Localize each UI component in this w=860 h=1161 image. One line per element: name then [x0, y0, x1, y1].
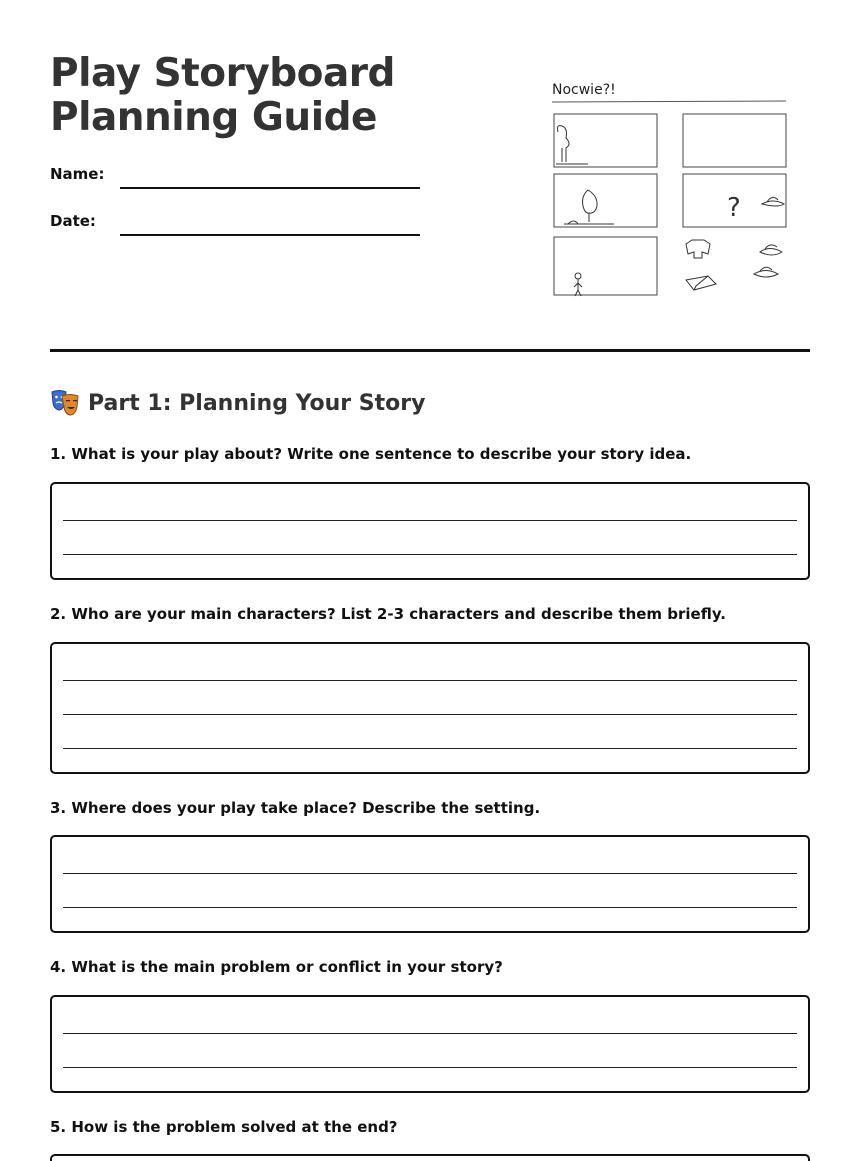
storyboard-sketch-illustration: [548, 72, 793, 302]
answer-box-5[interactable]: [50, 1154, 810, 1161]
question-4: 4. What is the main problem or conflict in your story?: [50, 958, 503, 976]
svg-text:?: ?: [727, 193, 741, 223]
question-1: 1. What is your play about? Write one sentence to describe your story idea.: [50, 445, 692, 463]
theater-masks-icon: [50, 388, 80, 418]
section-divider: [50, 349, 810, 352]
answer-line: [63, 1067, 797, 1068]
date-label: Date:: [50, 212, 96, 230]
answer-line: [63, 1033, 797, 1034]
answer-line: [63, 907, 797, 908]
sketch-panel: [554, 114, 657, 167]
sketch-panel: [683, 114, 786, 167]
answer-line: [63, 554, 797, 555]
sketch-caption: Nocwie?!: [552, 82, 616, 98]
answer-line: [63, 520, 797, 521]
date-field[interactable]: [120, 234, 420, 236]
page-title-line-1: Play Storyboard: [50, 51, 395, 96]
folded-cloth-icon: [686, 276, 716, 290]
answer-line: [63, 873, 797, 874]
page-title: [50, 52, 395, 140]
sketch-panel: [554, 237, 657, 295]
question-mark-icon: [727, 193, 741, 223]
answer-line: [63, 714, 797, 715]
sketch-rule: [552, 101, 786, 102]
answer-line: [63, 680, 797, 681]
page-title-line-2: Planning Guide: [50, 95, 377, 140]
hat-icon: [760, 245, 782, 255]
answer-box-1[interactable]: [50, 482, 810, 580]
hat-icon: [762, 197, 784, 206]
answer-box-3[interactable]: [50, 835, 810, 933]
answer-box-2[interactable]: [50, 642, 810, 774]
stick-figure-icon: [574, 273, 582, 296]
tree-icon: [564, 190, 614, 224]
hat-icon: [754, 267, 778, 277]
name-label: Name:: [50, 165, 105, 183]
question-3: 3. Where does your play take place? Describe the setting.: [50, 799, 541, 817]
part-1-heading: [50, 388, 425, 418]
question-2: 2. Who are your main characters? List 2-3 characters and describe them briefly.: [50, 605, 726, 623]
question-5: 5. How is the problem solved at the end?: [50, 1118, 398, 1136]
part-1-heading-text: Part 1: Planning Your Story: [88, 390, 426, 416]
name-field[interactable]: [120, 187, 420, 189]
tree-trunk-icon: [556, 126, 588, 164]
answer-line: [63, 748, 797, 749]
sketch-panel: [554, 174, 657, 227]
shirt-icon: [686, 240, 710, 258]
answer-box-4[interactable]: [50, 995, 810, 1093]
